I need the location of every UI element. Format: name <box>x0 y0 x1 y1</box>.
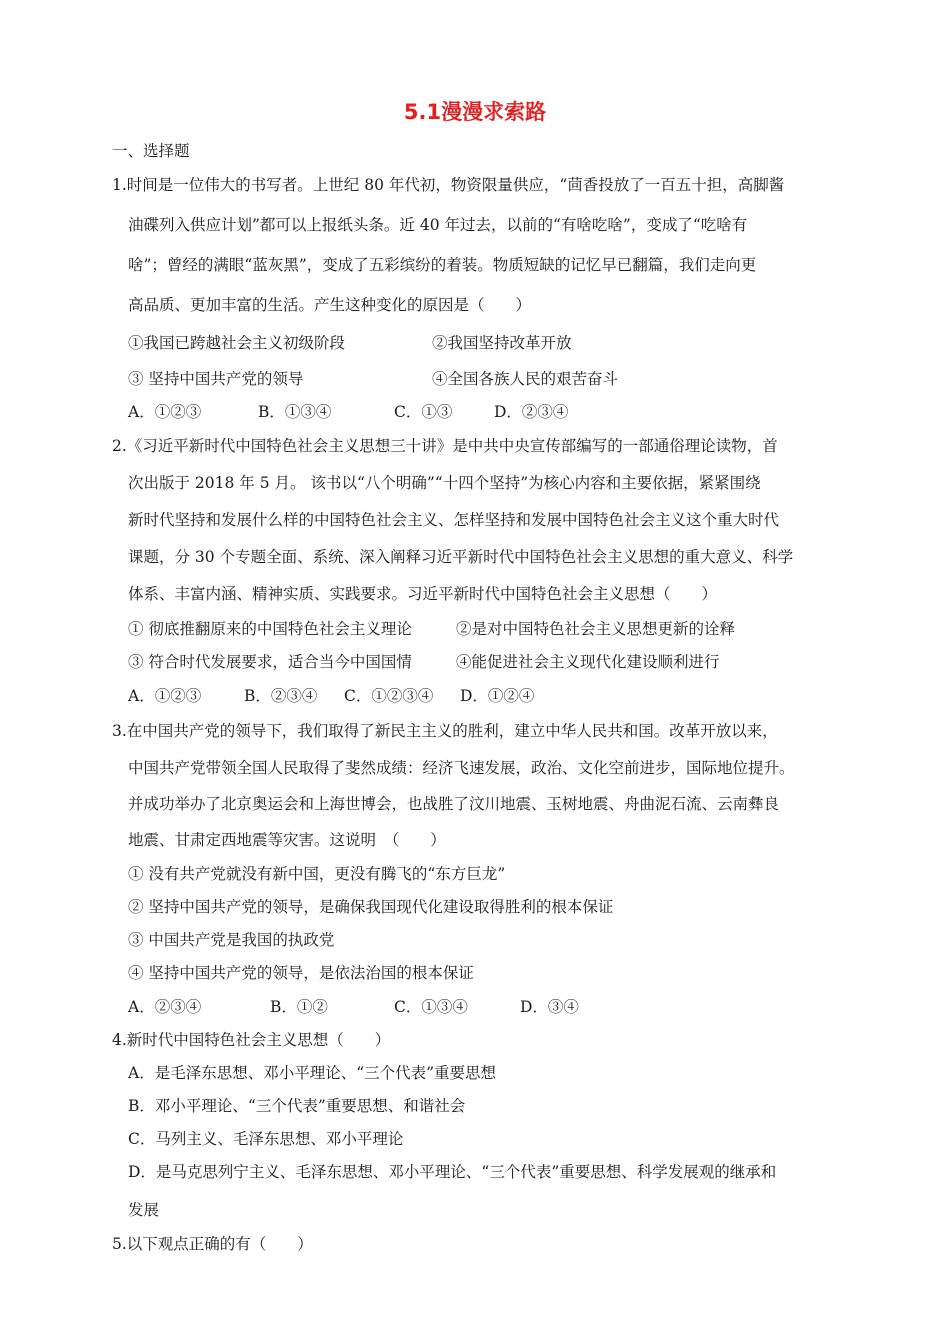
q1-line: 啥”；曾经的满眼“蓝灰黑”，变成了五彩缤纷的着装。物质短缺的记忆早已翻篇，我们走向更 <box>128 256 757 274</box>
q3-line: 并成功举办了北京奥运会和上海世博会，也战胜了汶川地震、玉树地震、舟曲泥石流、云南彝良 <box>128 795 780 813</box>
q2-line: 2.《习近平新时代中国特色社会主义思想三十讲》是中共中央宣传部编写的一部通俗理论读物，首 <box>112 437 778 455</box>
q1-choice-a: A．①②③ <box>128 403 202 421</box>
q5-stem: 5.以下观点正确的有（ ） <box>112 1235 313 1253</box>
q4-option: B．邓小平理论、“三个代表”重要思想、和谐社会 <box>128 1097 466 1115</box>
q2-choice-b: B．②③④ <box>244 687 318 705</box>
q3-choice-d: D．③④ <box>520 998 579 1016</box>
q2-option: ②是对中国特色社会主义思想更新的诠释 <box>456 620 736 638</box>
q2-option: ③ 符合时代发展要求，适合当今中国国情 <box>128 653 412 671</box>
q1-option: ③ 坚持中国共产党的领导 <box>128 370 304 388</box>
q3-line: 中国共产党带领全国人民取得了斐然成绩：经济飞速发展，政治、文化空前进步，国际地位提升。 <box>128 759 795 777</box>
q3-choice-c: C．①③④ <box>394 998 468 1016</box>
q3-line: 3.在中国共产党的领导下，我们取得了新民主主义的胜利，建立中华人民共和国。改革开放以来， <box>112 722 778 740</box>
q3-line: 地震、甘肃定西地震等灾害。这说明 （ ） <box>128 831 446 849</box>
q1-choice-c: C．①③ <box>394 403 453 421</box>
q1-choice-b: B．①③④ <box>258 403 332 421</box>
q3-option: ② 坚持中国共产党的领导，是确保我国现代化建设取得胜利的根本保证 <box>128 898 614 916</box>
q1-line: 1.时间是一位伟大的书写者。上世纪 80 年代初，物资限量供应，“茴香投放了一百五十担，高脚酱 <box>112 176 785 194</box>
q2-choice-a: A．①②③ <box>128 687 202 705</box>
q2-option: ④能促进社会主义现代化建设顺利进行 <box>456 653 720 671</box>
q1-option: ①我国已跨越社会主义初级阶段 <box>128 334 346 352</box>
q3-option: ① 没有共产党就没有新中国，更没有腾飞的“东方巨龙” <box>128 865 506 883</box>
q2-line: 次出版于 2018 年 5 月。 该书以“八个明确”“十四个坚持”为核心内容和主要依据，紧紧围绕 <box>128 474 761 492</box>
q2-choice-d: D．①②④ <box>460 687 535 705</box>
q4-option-tail: 发展 <box>128 1201 160 1219</box>
q2-choice-c: C．①②③④ <box>344 687 434 705</box>
q2-line: 课题，分 30 个专题全面、系统、深入阐释习近平新时代中国特色社会主义思想的重大意义、科学 <box>128 548 794 566</box>
q2-line: 体系、丰富内涵、精神实质、实践要求。习近平新时代中国特色社会主义思想（ ） <box>128 585 718 603</box>
section-heading: 一、选择题 <box>112 142 190 160</box>
q1-line: 油碟列入供应计划”都可以上报纸头条。近 40 年过去，以前的“有啥吃啥”，变成了“吃啥有 <box>128 216 748 234</box>
q3-option: ③ 中国共产党是我国的执政党 <box>128 931 335 949</box>
q4-option: A．是毛泽东思想、邓小平理论、“三个代表”重要思想 <box>128 1064 497 1082</box>
q1-option: ④全国各族人民的艰苦奋斗 <box>432 370 619 388</box>
q1-choice-d: D．②③④ <box>494 403 569 421</box>
q2-option: ① 彻底推翻原来的中国特色社会主义理论 <box>128 620 412 638</box>
q2-line: 新时代坚持和发展什么样的中国特色社会主义、怎样坚持和发展中国特色社会主义这个重大时代 <box>128 511 780 529</box>
q1-option: ②我国坚持改革开放 <box>432 334 572 352</box>
q4-stem: 4.新时代中国特色社会主义思想（ ） <box>112 1031 391 1049</box>
q3-choice-b: B．①② <box>270 998 328 1016</box>
q4-option: D．是马克思列宁主义、毛泽东思想、邓小平理论、“三个代表”重要思想、科学发展观的继承和 <box>128 1163 777 1181</box>
page-title: 5.1漫漫求索路 <box>403 100 547 124</box>
q4-option: C．马列主义、毛泽东思想、邓小平理论 <box>128 1130 404 1148</box>
q1-line: 高品质、更加丰富的生活。产生这种变化的原因是（ ） <box>128 296 532 314</box>
q3-choice-a: A．②③④ <box>128 998 202 1016</box>
q3-option: ④ 坚持中国共产党的领导，是依法治国的根本保证 <box>128 964 474 982</box>
